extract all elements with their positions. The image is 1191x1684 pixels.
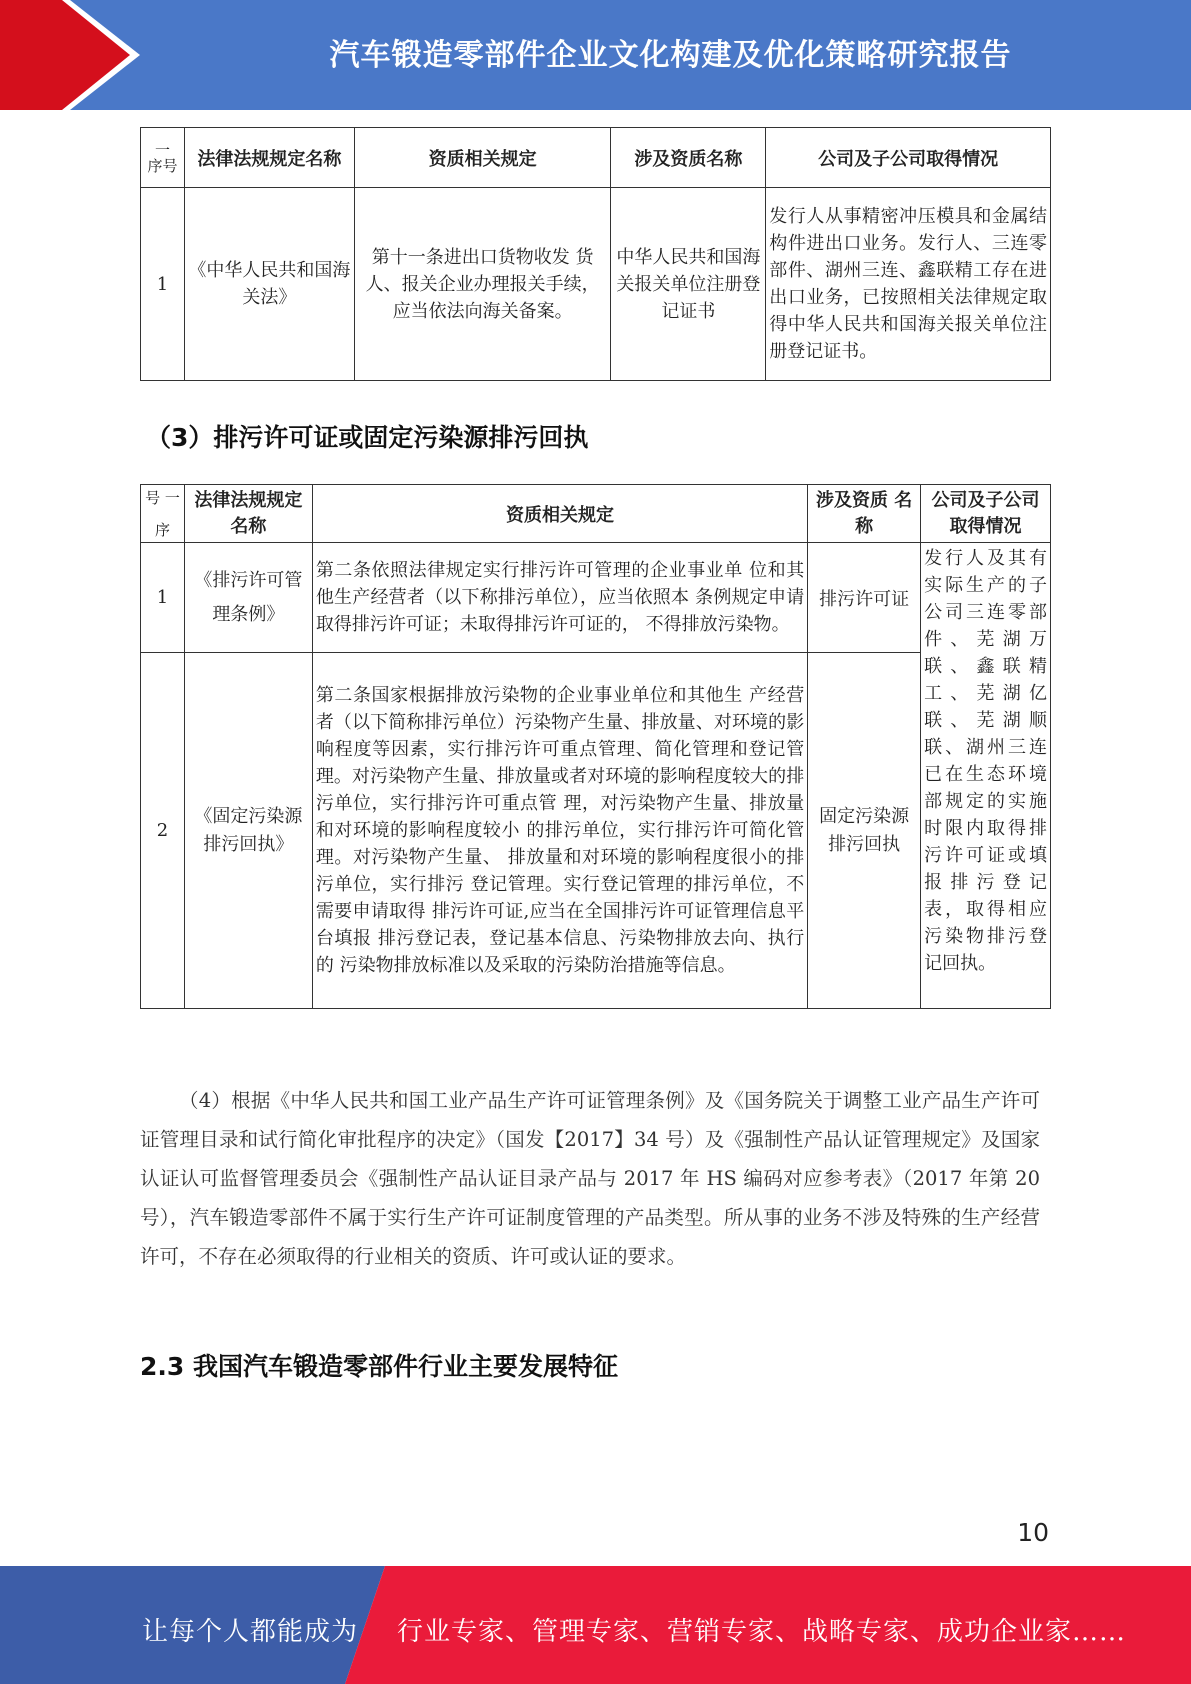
footer-banner	[0, 1566, 1191, 1684]
header-qualification: 涉及资质名称	[611, 128, 766, 188]
section-heading-2-3: 2.3 我国汽车锻造零部件行业主要发展特征	[140, 1352, 618, 1381]
header-provision: 资质相关规定	[354, 128, 611, 188]
header-chevron-decoration	[0, 0, 150, 110]
cell-provision: 第二条依照法律规定实行排污许可管理的企业事业单 位和其他生产经营者（以下称排污单位），应当依照本 条例规定申请取得排污许可证；未取得排污许可证的， 不得排放污染物。	[312, 543, 807, 653]
header-qualification: 涉及资质 名称	[808, 485, 921, 543]
cell-status: 发行人从事精密冲压模具和金属结构件进出口业务。发行人、三连零部件、湖州三连、鑫联精工存在进出口业务，已按照相关法律规定取得中华人民共和国海关报关单位注册登记证书。	[766, 188, 1051, 381]
cell-qualification: 排污许可证	[808, 543, 921, 653]
cell-law-name: 《固定污染源排污回执》	[184, 653, 312, 1009]
header-law-name: 法律法规规定名称	[184, 485, 312, 543]
qualification-table-pollution	[140, 484, 1051, 1009]
header-status: 公司及子公司取得情况	[766, 128, 1051, 188]
cell-qualification: 固定污染源排污回执	[808, 653, 921, 1009]
qualification-table-customs	[140, 127, 1051, 381]
header-provision: 资质相关规定	[312, 485, 807, 543]
footer-slogan-right: 行业专家、管理专家、营销专家、战略专家、成功企业家……	[397, 1617, 1127, 1647]
table-row	[141, 188, 1051, 381]
cell-law-name: 《排污许可管理条例》	[184, 543, 312, 653]
table-header-row	[141, 485, 1051, 543]
cell-seq: 2	[141, 653, 185, 1009]
body-paragraph-4: （4）根据《中华人民共和国工业产品生产许可证管理条例》及《国务院关于调整工业产品生产许可证管理目录和试行简化审批程序的决定》（国发【2017】34 号）及《强制性产品认证管理规定》及国家认证认可监督管理委员会《强制性产品认证目录产品与 2017 年 HS 编码对应参考表》（2017 年第 20 号），汽车锻造零部件不属于实行生产许可证制度管理的产品类型。所从事的业务不涉及特殊的生产经营许可，不存在必须取得的行业相关的资质、许可或认证的要求。	[140, 1089, 1040, 1268]
table-header-row	[141, 128, 1051, 188]
cell-provision: 第十一条进出口货物收发 货人、报关企业办理报关手续，应当依法向海关备案。	[354, 188, 611, 381]
cell-seq: 1	[141, 543, 185, 653]
cell-provision: 第二条国家根据排放污染物的企业事业单位和其他生 产经营者（以下简称排污单位）污染物产生量、排放量、对环境的影响程度等因素，实行排污许可重点管理、简化管理和登记管理。对污染物产生量、排放量或者对环境的影响程度较大的排污单位，实行排污许可重点管 理，对污染物产生量、排放量和对环境的影响程度较小 的排污单位，实行排污许可简化管理。对污染物产生量、 排放量和对环境的影响程度很小的排污单位，实行排污 登记管理。实行登记管理的排污单位，不需要申请取得 排污许可证,应当在全国排污许可证管理信息平台填报 排污登记表，登记基本信息、污染物排放去向、执行的 污染物排放标准以及采取的污染防治措施等信息。	[312, 653, 807, 1009]
cell-seq: 1	[141, 188, 185, 381]
header-status: 公司及子公司取得情况	[921, 485, 1051, 543]
page-number: 10	[1017, 1518, 1049, 1547]
cell-law-name: 《中华人民共和国海关法》	[184, 188, 354, 381]
table-row	[141, 543, 1051, 653]
cell-qualification: 中华人民共和国海关报关单位注册登记证书	[611, 188, 766, 381]
header-law-name: 法律法规规定名称	[184, 128, 354, 188]
footer-slogan-left: 让每个人都能成为	[142, 1617, 359, 1647]
report-title: 汽车锻造零部件企业文化构建及优化策略研究报告	[329, 38, 1012, 73]
header-seq: 号 一 序	[141, 485, 185, 543]
table-row	[141, 653, 1051, 1009]
header-seq: 一 序号	[141, 128, 185, 188]
section-heading-3: （3）排污许可证或固定污染源排污回执	[146, 423, 589, 452]
cell-status-merged: 发行人及其有实际生产的子公司三连零部件、芜湖万联、鑫联精工、芜湖亿联、芜湖顺联、湖州三连已在生态环境部规定的实施时限内取得排污许可证或填报排污登记表，取得相应污染物排污登记回执。	[921, 543, 1051, 1009]
